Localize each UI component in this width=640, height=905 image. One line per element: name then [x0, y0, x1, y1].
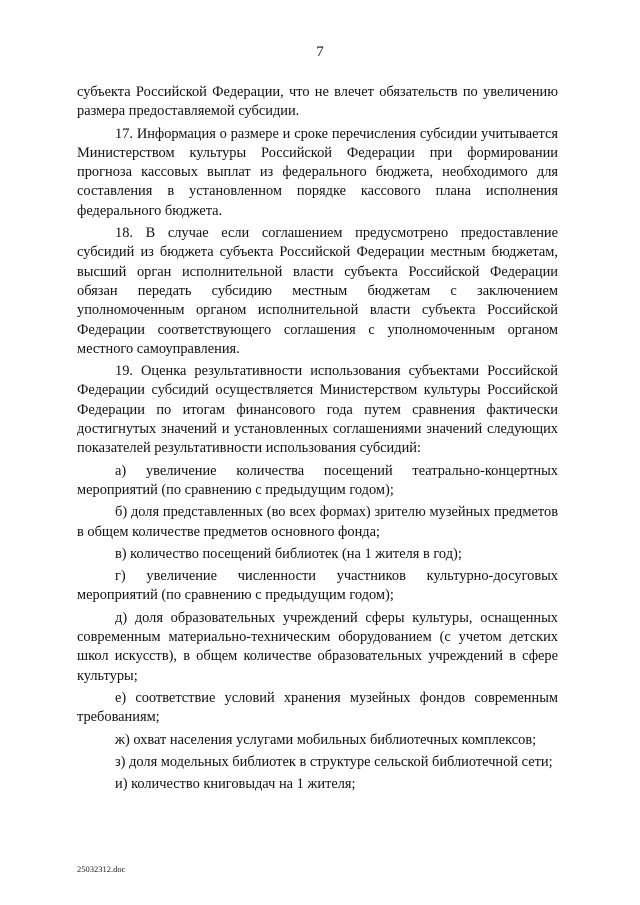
- page-number: 7: [316, 44, 324, 60]
- list-item-b: б) доля представленных (во всех формах) зрителю музейных предметов в общем количестве предметов основного фонда;: [77, 504, 558, 540]
- paragraph-18: 18. В случае если соглашением предусмотрено предоставление субсидий из бюджета субъекта Российской Федерации местным бюджетам, высший орган исполнительной власти субъекта Российской Федерации обязан передать субсидию местным бюджетам с заключением уполномоченным органом исполнительной власти субъекта Российской Федерации соответствующего соглашения с уполномоченным органом местного самоуправления.: [77, 225, 558, 357]
- list-item-i: и) количество книговыдач на 1 жителя;: [115, 776, 356, 793]
- list-item-d: д) доля образовательных учреждений сферы культуры, оснащенных современным материально-техническим оборудованием (с учетом детских школ искусств), в общем количестве образовательных учреждений в сфере культуры;: [77, 609, 558, 684]
- list-item-zh: ж) охват населения услугами мобильных библиотечных комплексов;: [115, 731, 537, 748]
- list-item-e: е) соответствие условий хранения музейных фондов современным требованиям;: [77, 689, 558, 726]
- list-item-a: а) увеличение количества посещений театрально-концертных мероприятий (по сравнению с предыдущим годом);: [77, 462, 558, 498]
- document-body: [77, 83, 558, 797]
- list-item-z: з) доля модельных библиотек в структуре сельской библиотечной сети;: [115, 753, 553, 770]
- list-item-g: г) увеличение численности участников культурно-досуговых мероприятий (по сравнению с предыдущим годом);: [77, 568, 558, 604]
- paragraph-continuation: субъекта Российской Федерации, что не влечет обязательств по увеличению размера предоставляемой субсидии.: [77, 84, 558, 120]
- paragraph-17: 17. Информация о размере и сроке перечисления субсидии учитывается Министерством культуры Российской Федерации при формировании прогноза кассовых выплат из федерального бюджета, необходимого для составления в установленном порядке кассового плана исполнения федерального бюджета.: [77, 125, 558, 219]
- list-item-v: в) количество посещений библиотек (на 1 жителя в год);: [115, 545, 462, 562]
- paragraph-19: 19. Оценка результативности использования субъектами Российской Федерации субсидий осуществляется Министерством культуры Российской Федерации по итогам финансового года путем сравнения фактически достигнутых значений и установленных соглашениями значений следующих показателей результативности использования субсидий:: [77, 363, 558, 457]
- file-name-footer: 25032312.doc: [77, 864, 126, 874]
